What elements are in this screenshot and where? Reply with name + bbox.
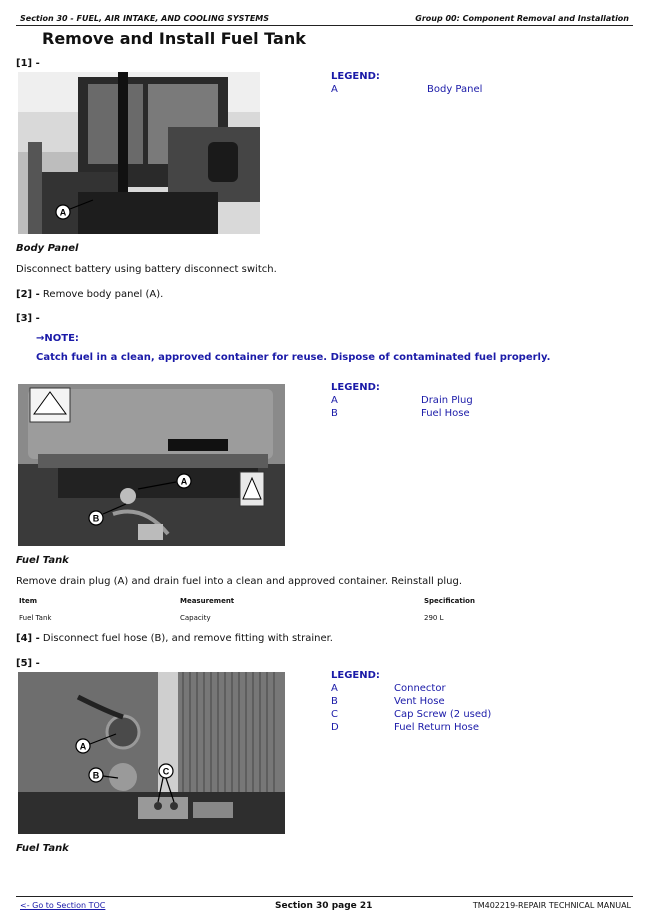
- step-1-legend-title: LEGEND:: [331, 71, 380, 82]
- step-5-legend-title: LEGEND:: [331, 670, 380, 681]
- note-text: Catch fuel in a clean, approved container for reuse. Dispose of contaminated fuel properly.: [36, 352, 551, 363]
- step-3-legend-value-b: Fuel Hose: [421, 408, 470, 419]
- step-5-legend-value-c: Cap Screw (2 used): [394, 709, 492, 720]
- photo1-callout-a: A: [59, 207, 67, 218]
- fuel-tank-drain-photo: [18, 384, 285, 546]
- step-3-legend-key-a: A: [331, 395, 338, 406]
- step-5-legend-value-b: Vent Hose: [394, 696, 445, 707]
- page-title: Remove and Install Fuel Tank: [42, 29, 306, 48]
- step-4: [4] - Disconnect fuel hose (B), and remove fitting with strainer.: [16, 633, 333, 644]
- step-1-legend-value-a: Body Panel: [427, 84, 483, 95]
- section-toc-link[interactable]: <- Go to Section TOC: [20, 901, 106, 910]
- header-group: Group 00: Component Removal and Installation: [415, 14, 629, 23]
- step-5-caption: Fuel Tank: [16, 843, 69, 854]
- table-cell-item: Fuel Tank: [19, 614, 52, 622]
- step-1-text: Disconnect battery using battery disconnect switch.: [16, 264, 277, 275]
- step-5-legend-value-a: Connector: [394, 683, 446, 694]
- table-header-specification: Specification: [424, 597, 475, 605]
- footer-manual-id: TM402219-REPAIR TECHNICAL MANUAL: [472, 901, 631, 910]
- footer-rule: [16, 896, 633, 897]
- photo3-callout-b: B: [92, 770, 100, 781]
- photo2-callout-b: B: [92, 513, 100, 524]
- step-1-caption: Body Panel: [16, 243, 79, 254]
- step-5-label: [5] -: [16, 658, 40, 669]
- step-5-legend-key-b: B: [331, 696, 338, 707]
- footer-page-number: Section 30 page 21: [275, 901, 373, 911]
- table-cell-specification: 290 L: [424, 614, 444, 622]
- note-label: →NOTE:: [36, 333, 79, 344]
- step-3-caption: Fuel Tank: [16, 555, 69, 566]
- step-1-label: [1] -: [16, 58, 40, 69]
- photo2-callout-a: A: [180, 476, 188, 487]
- step-3-legend-title: LEGEND:: [331, 382, 380, 393]
- step-5-legend-key-c: C: [331, 709, 338, 720]
- photo3-callout-a: A: [79, 741, 87, 752]
- table-cell-measurement: Capacity: [180, 614, 211, 622]
- tractor-body-panel-photo: [18, 72, 260, 234]
- step-5-legend-key-a: A: [331, 683, 338, 694]
- step-5-legend-key-d: D: [331, 722, 339, 733]
- table-header-measurement: Measurement: [180, 597, 235, 605]
- table-header-item: Item: [19, 597, 37, 605]
- step-5-legend-value-d: Fuel Return Hose: [394, 722, 480, 733]
- step-3-label: [3] -: [16, 313, 40, 324]
- step-1-legend-key-a: A: [331, 84, 338, 95]
- header-section: Section 30 - FUEL, AIR INTAKE, AND COOLING SYSTEMS: [20, 14, 270, 23]
- step-3-legend-key-b: B: [331, 408, 338, 419]
- step-2: [2] - Remove body panel (A).: [16, 289, 164, 300]
- photo3-callout-c: C: [162, 766, 170, 777]
- step-3-text: Remove drain plug (A) and drain fuel into a clean and approved container. Reinstall plug.: [16, 576, 463, 587]
- fuel-tank-connections-photo: [18, 672, 285, 834]
- step-3-legend-value-a: Drain Plug: [421, 395, 473, 406]
- header-rule: [16, 25, 633, 26]
